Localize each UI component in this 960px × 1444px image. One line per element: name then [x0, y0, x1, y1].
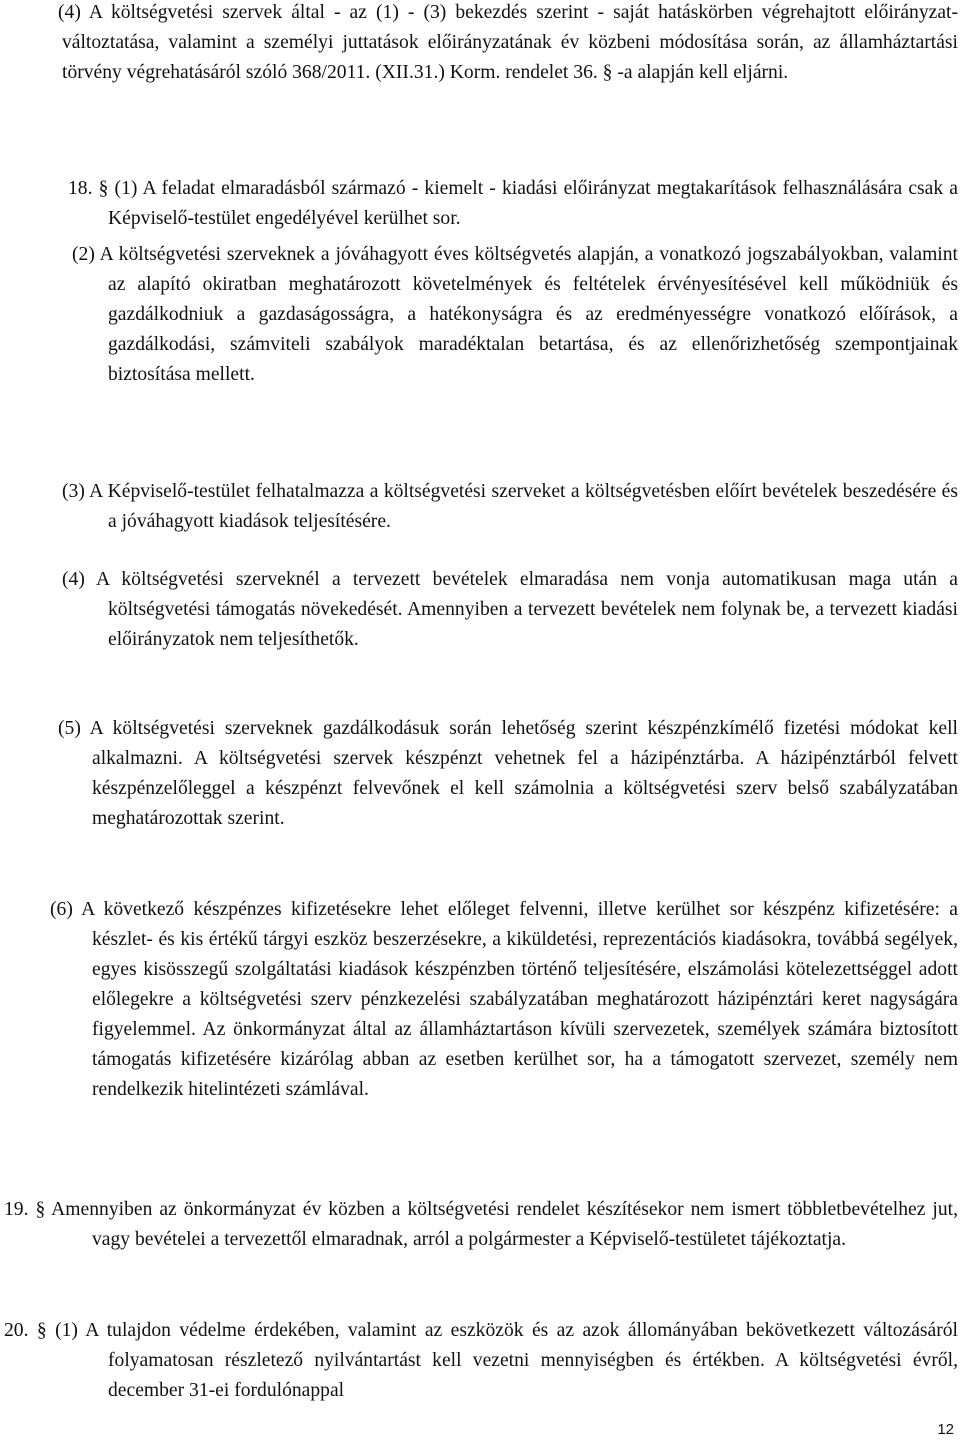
- paragraph-text: (3) A Képviselő-testület felhatalmazza a költségvetési szerveket a költségvetésben előírt bevételek beszedésére és a jóváhagyott kiadások teljesítésére.: [62, 481, 958, 532]
- paragraph-18-4: [62, 565, 958, 655]
- paragraph-text: (4) A költségvetési szervek által - az (1) - (3) bekezdés szerint - saját hatáskörben végrehajtott előirányzat-változtatása, valamint a személyi juttatások előirányzatának év közbeni módosítása során, az államháztartási törvény végrehatásáról szóló 368/2011. (XII.31.) Korm. rendelet 36. § -a alapján kell eljárni.: [58, 2, 958, 83]
- paragraph-18-6: [50, 895, 958, 1105]
- page-number: 12: [937, 1421, 954, 1438]
- paragraph-text: 19. § Amennyiben az önkormányzat év közben a költségvetési rendelet készítésekor nem ismert többletbevételhez jut, vagy bevételei a tervezettől elmaradnak, arról a polgármester a Képviselő-testületet tájékoztatja.: [4, 1199, 958, 1250]
- paragraph-text: (5) A költségvetési szerveknek gazdálkodásuk során lehetőség szerint készpénzkímélő fizetési módokat kell alkalmazni. A költségvetési szervek készpénzt vehetnek fel a házipénztárba. A házipénztárból felvett készpénzelőleggel a készpénzt felvevőnek el kell számolnia a költségvetési szerv belső szabályzatában meghatározottak szerint.: [58, 718, 958, 829]
- paragraph-text: (4) A költségvetési szerveknél a tervezett bevételek elmaradása nem vonja automatikusan maga után a költségvetési támogatás növekedését. Amennyiben a tervezett bevételek nem folynak be, a tervezett kiadási előirányzatok nem teljesíthetők.: [62, 569, 958, 650]
- paragraph-4-budget-modification: [58, 0, 958, 88]
- paragraph-19: [4, 1195, 958, 1255]
- paragraph-18-1: [68, 174, 958, 234]
- paragraph-18-2: [72, 240, 958, 390]
- paragraph-18-5: [58, 714, 958, 834]
- paragraph-20-1: [4, 1316, 958, 1406]
- paragraph-text: (6) A következő készpénzes kifizetésekre lehet előleget felvenni, illetve kerülhet sor készpénz kifizetésére: a készlet- és kis értékű tárgyi eszköz beszerzésekre, a kiküldetési, reprezentációs kiadásokra, továbbá segélyek, egyes kisösszegű szolgáltatási kiadások készpénzben történő teljesítésére, elszámolási kötelezettséggel adott előlegekre a költségvetési szerv pénzkezelési szabályzatában meghatározott házipénztári keret nagyságára figyelemmel. Az önkormányzat által az államháztartáson kívüli szervezetek, személyek számára biztosított támogatás kifizetésére kizárólag abban az esetben kerülhet sor, ha a támogatott szervezet, személy nem rendelkezik hitelintézeti számlával.: [50, 899, 958, 1100]
- paragraph-text: 18. § (1) A feladat elmaradásból származó - kiemelt - kiadási előirányzat megtakarítások felhasználására csak a Képviselő-testület engedélyével kerülhet sor.: [68, 178, 958, 229]
- paragraph-text: (2) A költségvetési szerveknek a jóváhagyott éves költségvetés alapján, a vonatkozó jogszabályokban, valamint az alapító okiratban meghatározott követelmények és feltételek érvényesítésével kell működniük és gazdálkodniuk a gazdaságosságra, a hatékonyságra és az eredményességre vonatkozó előírások, a gazdálkodási, számviteli szabályok maradéktalan betartása, és az ellenőrizhetőség szempontjainak biztosítása mellett.: [72, 244, 958, 385]
- paragraph-text: 20. § (1) A tulajdon védelme érdekében, valamint az eszközök és az azok állományában bekövetkezett változásáról folyamatosan részletező nyilvántartást kell vezetni mennyiségben és értékben. A költségvetési évről, december 31-ei fordulónappal: [4, 1320, 958, 1401]
- paragraph-18-3: [62, 477, 958, 537]
